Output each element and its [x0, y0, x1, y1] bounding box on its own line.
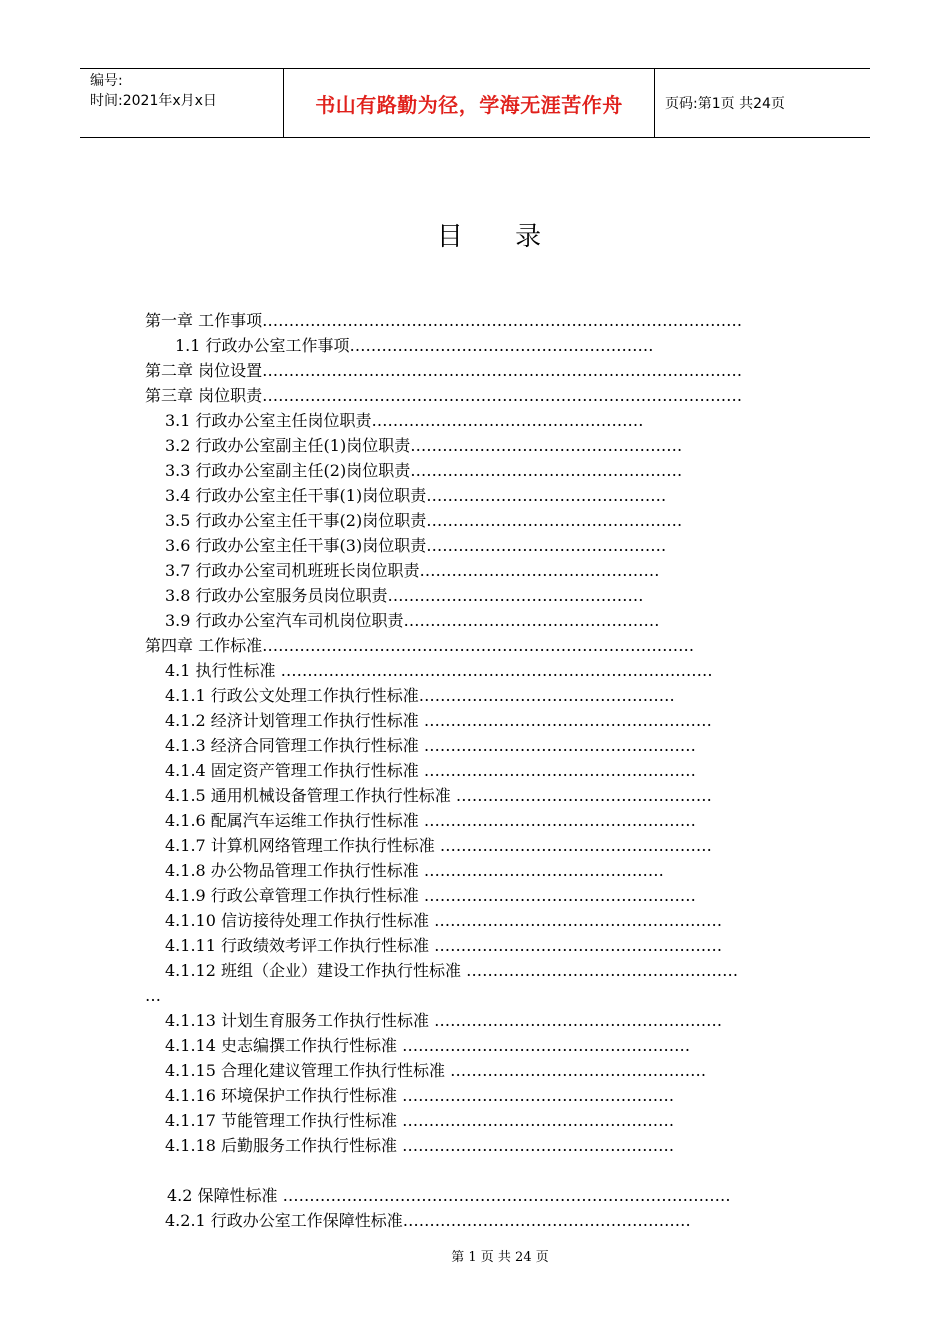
toc-entry[interactable]: 1.1 行政办公室工作事项………………………………………………… — [175, 336, 654, 355]
toc-entry[interactable]: 4.1.15 合理化建议管理工作执行性标准 ………………………………………… — [165, 1061, 707, 1080]
table-of-contents — [145, 308, 845, 1233]
toc-entry[interactable]: 3.7 行政办公室司机班班长岗位职责……………………………………… — [165, 561, 660, 580]
page-footer: 第 1 页 共 24 页 — [451, 1250, 549, 1265]
toc-entry[interactable]: 3.5 行政办公室主任干事(2)岗位职责………………………………………… — [165, 511, 683, 530]
toc-entry[interactable]: 3.1 行政办公室主任岗位职责…………………………………………… — [165, 411, 644, 430]
toc-entry[interactable]: 第三章 岗位职责……………………………………………………………………………… — [145, 386, 743, 405]
toc-entry[interactable]: 第二章 岗位设置……………………………………………………………………………… — [145, 361, 743, 380]
toc-entry[interactable]: 4.1.9 行政公章管理工作执行性标准 …………………………………………… — [165, 886, 696, 905]
document-date: 时间:2021年x月x日 — [90, 93, 217, 109]
toc-entry[interactable]: 第四章 工作标准……………………………………………………………………… — [145, 636, 695, 655]
toc-entry[interactable]: 4.1.5 通用机械设备管理工作执行性标准 ………………………………………… — [165, 786, 712, 805]
header-motto-cell — [283, 69, 655, 137]
toc-entry[interactable]: 4.1.18 后勤服务工作执行性标准 …………………………………………… — [165, 1136, 675, 1155]
toc-entry[interactable]: 4.1 执行性标准 ……………………………………………………………………… — [165, 661, 713, 680]
toc-entry[interactable]: 4.1.16 环境保护工作执行性标准 …………………………………………… — [165, 1086, 675, 1105]
toc-entry[interactable]: 3.4 行政办公室主任干事(1)岗位职责……………………………………… — [165, 486, 667, 505]
header-page-info: 页码:第1页 共24页 — [665, 96, 785, 112]
toc-entry[interactable]: 3.2 行政办公室副主任(1)岗位职责…………………………………………… — [165, 436, 683, 455]
header-motto: 书山有路勤为径，学海无涯苦作舟 — [315, 92, 623, 117]
toc-entry[interactable]: 3.6 行政办公室主任干事(3)岗位职责……………………………………… — [165, 536, 667, 555]
toc-entry[interactable]: … — [145, 986, 161, 1005]
toc-entry[interactable]: 4.1.4 固定资产管理工作执行性标准 …………………………………………… — [165, 761, 696, 780]
toc-entry[interactable] — [145, 1158, 845, 1183]
toc-entry[interactable]: 3.9 行政办公室汽车司机岗位职责………………………………………… — [165, 611, 660, 630]
header-meta — [90, 71, 280, 111]
page-header — [80, 68, 870, 138]
toc-entry[interactable]: 4.2.1 行政办公室工作保障性标准……………………………………………… — [165, 1211, 691, 1230]
toc-entry[interactable]: 3.3 行政办公室副主任(2)岗位职责…………………………………………… — [165, 461, 683, 480]
toc-entry[interactable]: 4.1.14 史志编撰工作执行性标准 ……………………………………………… — [165, 1036, 691, 1055]
document-number-label: 编号: — [90, 73, 123, 89]
toc-entry[interactable]: 第一章 工作事项……………………………………………………………………………… — [145, 311, 743, 330]
toc-entry[interactable]: 4.2 保障性标准 ………………………………………………………………………… — [167, 1186, 731, 1205]
toc-entry[interactable]: 4.1.12 班组（企业）建设工作执行性标准 …………………………………………… — [165, 961, 739, 980]
toc-entry[interactable]: 4.1.2 经济计划管理工作执行性标准 ……………………………………………… — [165, 711, 712, 730]
toc-title: 目 录 — [436, 222, 564, 252]
toc-entry[interactable]: 4.1.6 配属汽车运维工作执行性标准 …………………………………………… — [165, 811, 696, 830]
toc-entry[interactable]: 4.1.11 行政绩效考评工作执行性标准 ……………………………………………… — [165, 936, 723, 955]
toc-entry[interactable]: 3.8 行政办公室服务员岗位职责………………………………………… — [165, 586, 644, 605]
toc-entry[interactable]: 4.1.10 信访接待处理工作执行性标准 ……………………………………………… — [165, 911, 723, 930]
toc-entry[interactable]: 4.1.13 计划生育服务工作执行性标准 ……………………………………………… — [165, 1011, 723, 1030]
toc-entry[interactable]: 4.1.3 经济合同管理工作执行性标准 …………………………………………… — [165, 736, 696, 755]
toc-entry[interactable]: 4.1.7 计算机网络管理工作执行性标准 …………………………………………… — [165, 836, 712, 855]
toc-entry[interactable]: 4.1.8 办公物品管理工作执行性标准 ……………………………………… — [165, 861, 664, 880]
toc-entry[interactable]: 4.1.17 节能管理工作执行性标准 …………………………………………… — [165, 1111, 675, 1130]
toc-entry[interactable]: 4.1.1 行政公文处理工作执行性标准………………………………………… — [165, 686, 675, 705]
